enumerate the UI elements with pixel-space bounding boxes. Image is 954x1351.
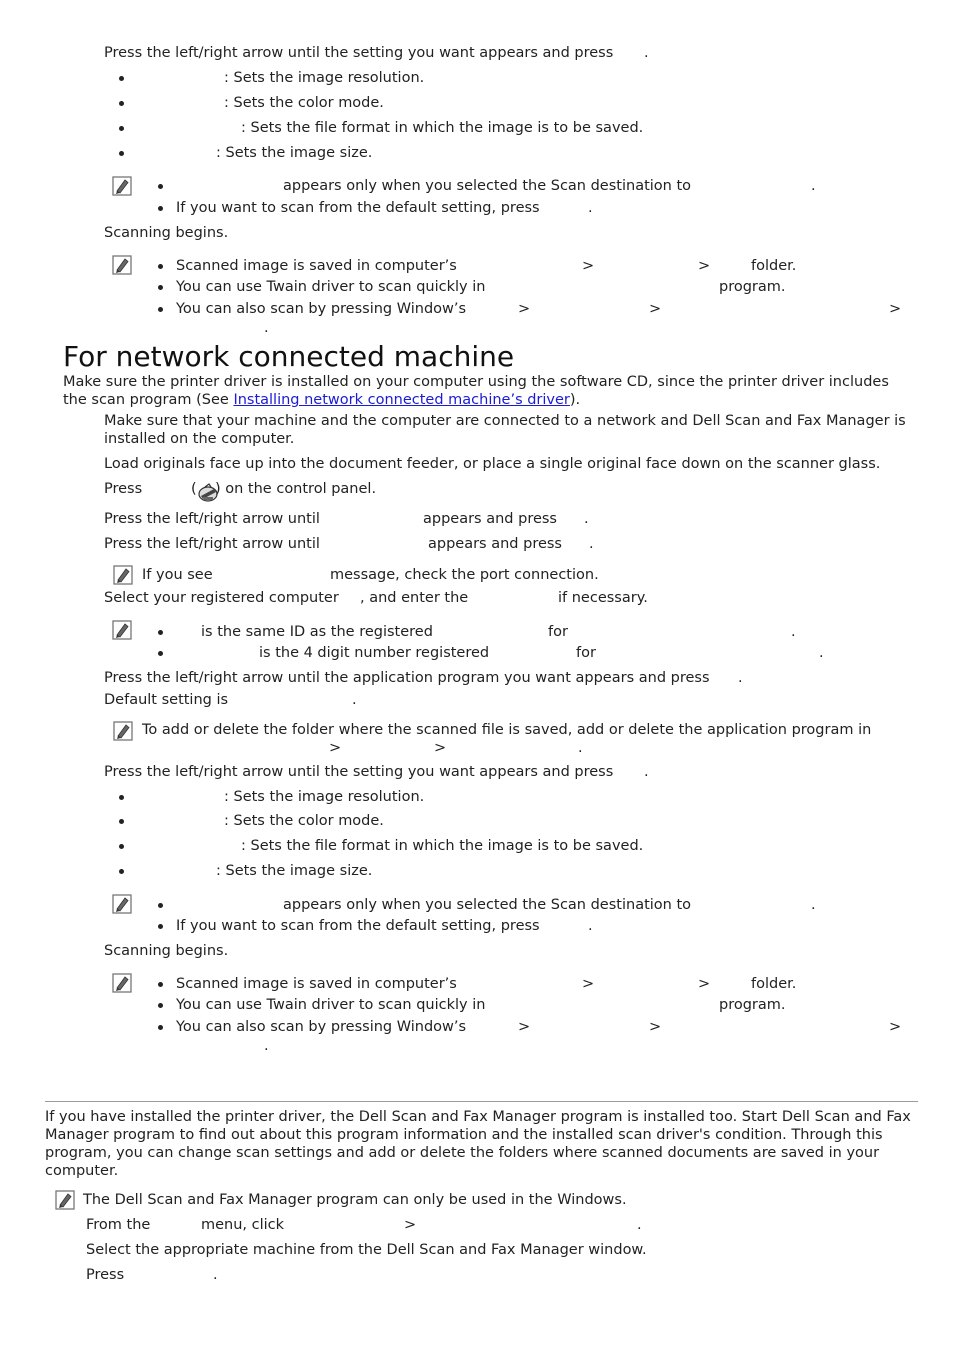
- note-saved-text: Scanned image is saved in computer’s: [176, 258, 457, 274]
- note-pencil-icon: [112, 973, 132, 993]
- note-destination-text: appears only when you selected the Scan destination to: [283, 897, 692, 913]
- intro-paragraph: [63, 373, 913, 409]
- note-destination-end: .: [811, 897, 816, 913]
- option-color: : Sets the color mode.: [224, 95, 384, 111]
- note-destination-text: appears only when you selected the Scan destination to: [283, 178, 692, 194]
- bullet-dot: [158, 307, 163, 312]
- separator: >: [582, 258, 595, 274]
- step-press-final-end: .: [213, 1267, 218, 1283]
- note-windows-end: .: [264, 320, 269, 336]
- option-size: : Sets the image size.: [216, 145, 373, 161]
- separator: >: [518, 1019, 531, 1035]
- default-setting-end: .: [352, 692, 357, 708]
- step-app: Press the left/right arrow until the application program you want appears and press: [104, 670, 710, 686]
- separator: >: [518, 301, 531, 317]
- note-twain-text: You can use Twain driver to scan quickly in: [176, 279, 486, 295]
- step-press-rest: ) on the control panel.: [215, 481, 377, 497]
- note-pw-for: for: [576, 645, 596, 661]
- step-app-end: .: [738, 670, 743, 686]
- note-folder-text: To add or delete the folder where the scanned file is saved, add or delete the application program in: [142, 722, 872, 738]
- note-port-text-end: message, check the port connection.: [330, 567, 599, 583]
- scanning-begins: Scanning begins.: [104, 225, 229, 241]
- press-setting-text: Press the left/right arrow until the setting you want appears and press: [104, 764, 614, 780]
- step-load: Load originals face up into the document feeder, or place a single original face down on the scanner glass.: [104, 456, 881, 472]
- step-arrow-scan-mid: appears and press: [423, 511, 557, 527]
- bullet-dot: [158, 630, 163, 635]
- note-default-end: .: [588, 918, 593, 934]
- intro-text: Make sure the printer driver is installed on your computer using the software CD, since the printer driver includes the scan program (See: [63, 374, 889, 408]
- separator: >: [698, 258, 711, 274]
- note-id-text: is the same ID as the registered: [201, 624, 433, 640]
- option-color: : Sets the color mode.: [224, 813, 384, 829]
- section-heading: For network connected machine: [63, 340, 515, 373]
- step-arrow-pc: Press the left/right arrow until: [104, 536, 320, 552]
- intro-text-end: ).: [569, 392, 581, 408]
- bullet-dot: [158, 651, 163, 656]
- note-pw-text: is the 4 digit number registered: [259, 645, 490, 661]
- separator: >: [404, 1217, 417, 1233]
- note-saved-end: folder.: [751, 976, 797, 992]
- option-resolution: : Sets the image resolution.: [224, 70, 425, 86]
- note-pencil-icon: [112, 894, 132, 914]
- note-destination-end: .: [811, 178, 816, 194]
- note-twain-end: program.: [719, 997, 786, 1013]
- step-select-computer: Select your registered computer: [104, 590, 339, 606]
- bullet-dot: [119, 151, 124, 156]
- step-press: Press: [104, 481, 143, 497]
- step-press-final: Press: [86, 1267, 125, 1283]
- separator: >: [889, 301, 902, 317]
- step-arrow-scan-end: .: [584, 511, 589, 527]
- press-setting-end: .: [644, 45, 649, 61]
- note-pencil-icon: [112, 620, 132, 640]
- note-pencil-icon: [113, 565, 133, 585]
- separator: >: [889, 1019, 902, 1035]
- separator: >: [434, 740, 447, 756]
- bullet-dot: [158, 1003, 163, 1008]
- note-twain-text: You can use Twain driver to scan quickly in: [176, 997, 486, 1013]
- note-saved-end: folder.: [751, 258, 797, 274]
- step-arrow-pc-end: .: [589, 536, 594, 552]
- bullet-dot: [158, 924, 163, 929]
- bullet-dot: [158, 206, 163, 211]
- note-default-text: If you want to scan from the default setting, press: [176, 200, 540, 216]
- note-windows-text: You can also scan by pressing Window’s: [176, 301, 467, 317]
- note-pw-end: .: [819, 645, 824, 661]
- note-default-end: .: [588, 200, 593, 216]
- note-windows-end: .: [264, 1038, 269, 1054]
- bullet-dot: [119, 819, 124, 824]
- bullet-dot: [119, 844, 124, 849]
- step-press-paren: (: [191, 481, 197, 497]
- note-twain-end: program.: [719, 279, 786, 295]
- step-from-mid: menu, click: [201, 1217, 285, 1233]
- note-pencil-icon: [112, 255, 132, 275]
- bullet-dot: [119, 101, 124, 106]
- note-pencil-icon: [112, 176, 132, 196]
- separator: >: [329, 740, 342, 756]
- note-windows-text: You can also scan by pressing Window’s: [176, 1019, 467, 1035]
- option-format: : Sets the file format in which the image is to be saved.: [241, 120, 644, 136]
- press-setting-text: Press the left/right arrow until the setting you want appears and press: [104, 45, 614, 61]
- separator: >: [649, 1019, 662, 1035]
- bullet-dot: [158, 285, 163, 290]
- step-network: Make sure that your machine and the computer are connected to a network and Dell Scan and Fax Manager is installed on the computer.: [104, 413, 906, 447]
- step-select-end: if necessary.: [558, 590, 648, 606]
- bullet-dot: [158, 1025, 163, 1030]
- manager-intro: If you have installed the printer driver, the Dell Scan and Fax Manager program is installed too. Start Dell Scan and Fax Manager program to find out about this program information and the installed scan driver's condition. Through this program, you can change scan settings and add or delete the folders where scanned documents are saved in your computer.: [45, 1109, 911, 1179]
- note-saved-text: Scanned image is saved in computer’s: [176, 976, 457, 992]
- bullet-dot: [119, 869, 124, 874]
- separator: >: [582, 976, 595, 992]
- step-from-start: From the: [86, 1217, 151, 1233]
- bullet-dot: [119, 795, 124, 800]
- press-setting-end: .: [644, 764, 649, 780]
- note-id-for: for: [548, 624, 568, 640]
- scanning-begins: Scanning begins.: [104, 943, 229, 959]
- note-id-end: .: [791, 624, 796, 640]
- bullet-dot: [158, 903, 163, 908]
- option-size: : Sets the image size.: [216, 863, 373, 879]
- bullet-dot: [119, 76, 124, 81]
- step-select-machine: Select the appropriate machine from the Dell Scan and Fax Manager window.: [86, 1242, 647, 1258]
- note-pencil-icon: [113, 721, 133, 741]
- note-port-text: If you see: [142, 567, 213, 583]
- note-pencil-icon: [55, 1190, 75, 1210]
- option-resolution: : Sets the image resolution.: [224, 789, 425, 805]
- bullet-dot: [119, 126, 124, 131]
- step-select-mid: , and enter the: [360, 590, 469, 606]
- bullet-dot: [158, 264, 163, 269]
- separator: >: [698, 976, 711, 992]
- section-divider: [45, 1101, 918, 1102]
- bullet-dot: [158, 184, 163, 189]
- note-windows-only: The Dell Scan and Fax Manager program can only be used in the Windows.: [83, 1192, 627, 1208]
- default-setting: Default setting is: [104, 692, 229, 708]
- step-arrow-scan: Press the left/right arrow until: [104, 511, 320, 527]
- separator: >: [649, 301, 662, 317]
- step-arrow-pc-mid: appears and press: [428, 536, 562, 552]
- installing-driver-link[interactable]: Installing network connected machine’s driver: [233, 392, 570, 408]
- step-from-end: .: [637, 1217, 642, 1233]
- option-format: : Sets the file format in which the image is to be saved.: [241, 838, 644, 854]
- note-folder-end: .: [578, 740, 583, 756]
- bullet-dot: [158, 982, 163, 987]
- note-default-text: If you want to scan from the default setting, press: [176, 918, 540, 934]
